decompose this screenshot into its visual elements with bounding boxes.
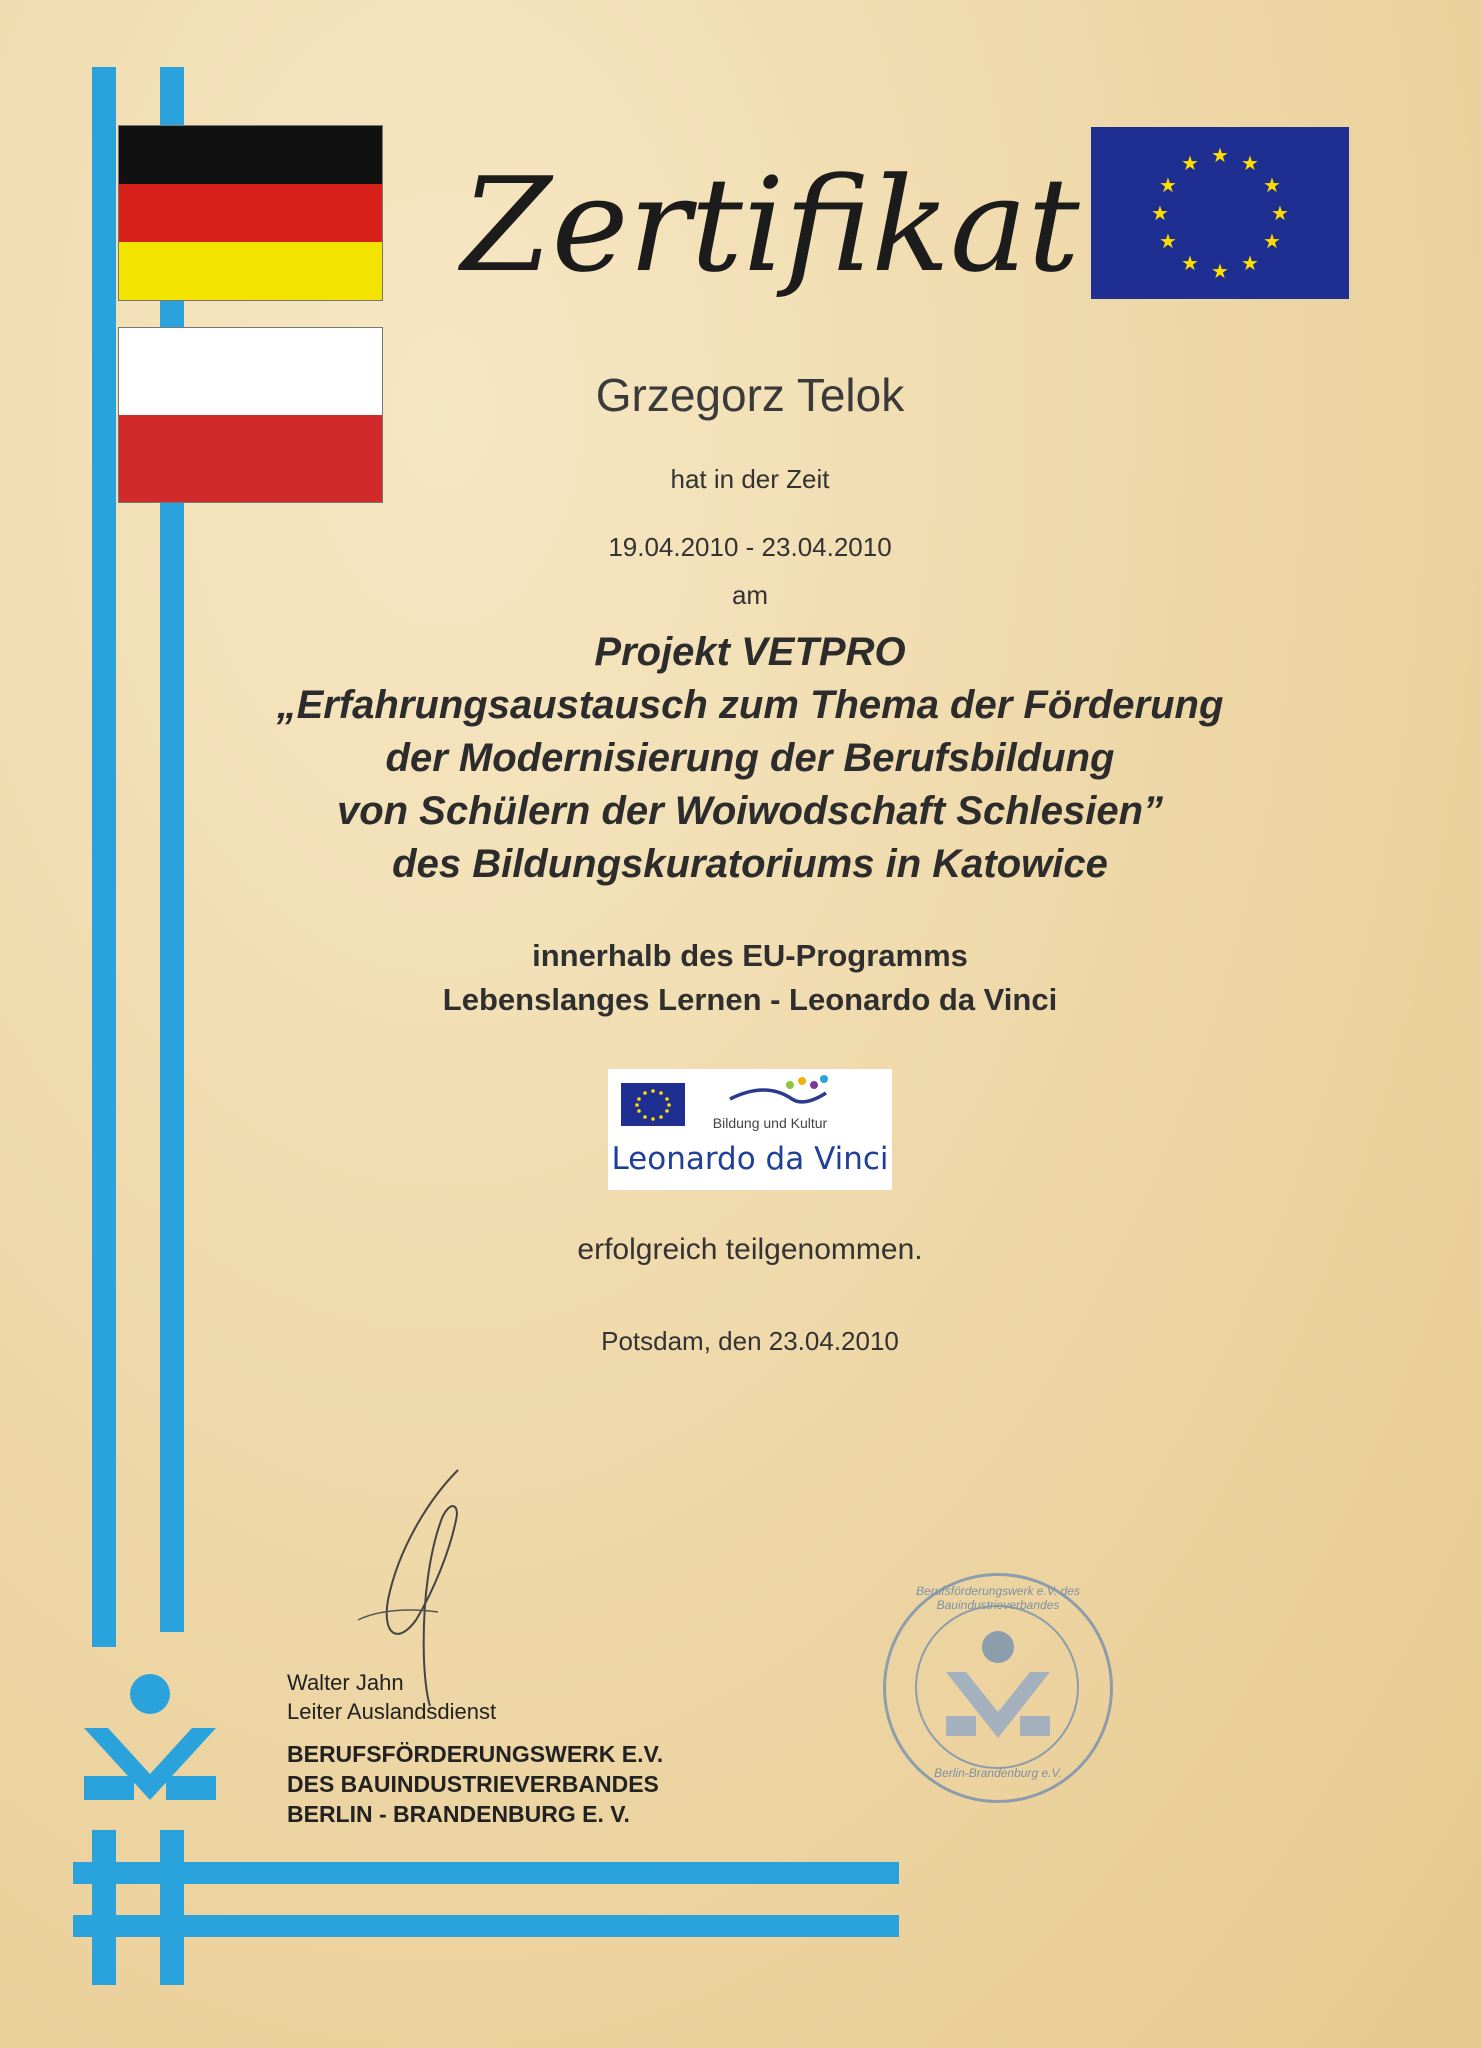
project-line: „Erfahrungsaustausch zum Thema der Förderung: [276, 683, 1224, 727]
logo-name: Leonardo da Vinci: [611, 1141, 889, 1177]
eu-star-icon: ★: [1241, 251, 1259, 275]
official-stamp: [883, 1573, 1113, 1803]
bildung-kultur-swoosh-icon: [726, 1075, 836, 1115]
participant-name: Grzegorz Telok: [595, 369, 905, 421]
program-line: innerhalb des EU-Programms: [532, 938, 968, 973]
bfw-corner-logo: [80, 1668, 240, 1808]
eu-star-icon: ★: [1159, 173, 1177, 197]
bottom-stripe-lower: [73, 1915, 899, 1937]
eu-star-icon: ★: [1241, 151, 1259, 175]
bottom-post-right: [160, 1830, 184, 1985]
project-line: von Schülern der Woiwodschaft Schlesien”: [336, 789, 1164, 833]
bottom-stripe-upper: [73, 1862, 899, 1884]
signatory-name: Walter Jahn: [287, 1670, 404, 1695]
eu-star-icon: ★: [1211, 143, 1229, 167]
eu-star-icon: ★: [1181, 151, 1199, 175]
project-title: Projekt VETPRO: [594, 630, 906, 674]
eu-star-icon: ★: [1159, 229, 1177, 253]
organization-line: BERLIN - BRANDENBURG E. V.: [287, 1801, 630, 1827]
result-text: erfolgreich teilgenommen.: [577, 1233, 923, 1266]
date-suffix: am: [731, 580, 769, 610]
signatory-role: Leiter Auslandsdienst: [287, 1699, 497, 1724]
certificate-title: Zertifikat: [461, 149, 1080, 301]
place-date: Potsdam, den 23.04.2010: [601, 1326, 899, 1356]
stamp-text-top: Berufsförderungswerk e.V. des Bauindustrieverbandes: [916, 1584, 1080, 1612]
stamp-text-bottom: Berlin-Brandenburg e.V.: [934, 1766, 1062, 1780]
program-line: Lebenslanges Lernen - Leonardo da Vinci: [442, 982, 1058, 1017]
logo-subtitle: Bildung und Kultur: [712, 1115, 828, 1131]
eu-star-icon: ★: [1151, 201, 1169, 225]
eu-star-icon: ★: [1271, 201, 1289, 225]
eu-star-icon: ★: [1263, 229, 1281, 253]
period-intro: hat in der Zeit: [670, 464, 830, 494]
project-line: des Bildungskuratoriums in Katowice: [392, 842, 1108, 886]
left-stripe-inner: [160, 67, 184, 1632]
eu-star-icon: ★: [1263, 173, 1281, 197]
bottom-post-left: [92, 1830, 116, 1985]
leonardo-da-vinci-logo: [608, 1069, 892, 1190]
organization-line: DES BAUINDUSTRIEVERBANDES: [287, 1771, 659, 1797]
left-stripe-outer: [92, 67, 116, 1647]
eu-star-icon: ★: [1181, 251, 1199, 275]
stamp-emblem-icon: [944, 1668, 1052, 1742]
project-line: der Modernisierung der Berufsbildung: [385, 736, 1115, 780]
organization-line: BERUFSFÖRDERUNGSWERK E.V.: [287, 1741, 664, 1767]
eu-star-icon: ★: [1211, 259, 1229, 283]
date-range: 19.04.2010 - 23.04.2010: [608, 532, 892, 562]
stamp-emblem-dot-icon: [982, 1631, 1014, 1663]
